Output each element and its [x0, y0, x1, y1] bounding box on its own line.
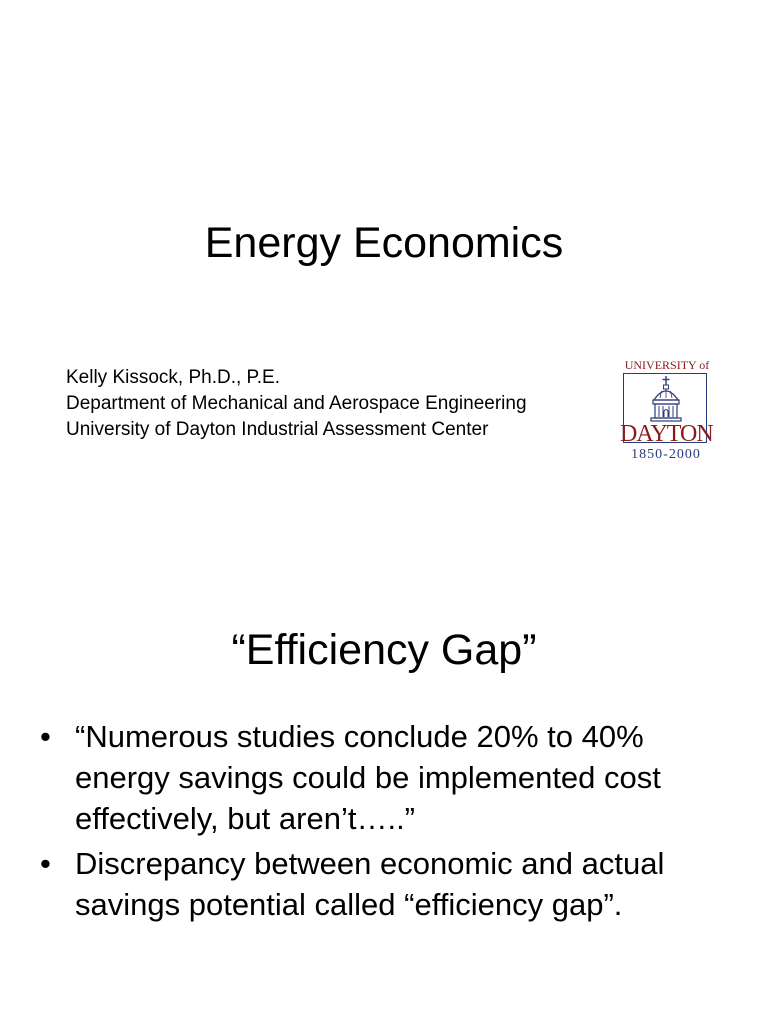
- bullet-text: Discrepancy between economic and actual savings potential called “efficiency gap”.: [75, 846, 665, 922]
- author-name: Kelly Kissock, Ph.D., P.E.: [66, 367, 281, 388]
- slide-title: Energy Economics: [204, 219, 564, 267]
- logo-university-of-text: UNIVERSITY of: [624, 358, 710, 372]
- university-of-dayton-logo: [620, 358, 712, 466]
- bullet-marker: •: [40, 719, 51, 754]
- slide-efficiency-gap: [0, 512, 768, 1024]
- logo-dayton-text: DAYTON: [620, 421, 713, 447]
- bullet-text: “Numerous studies conclude 20% to 40% energy savings could be implemented cost effectively, but aren’t…..”: [75, 719, 661, 836]
- slide-title: “Efficiency Gap”: [231, 626, 537, 674]
- author-center: University of Dayton Industrial Assessment Center: [66, 419, 489, 440]
- bullet-marker: •: [40, 846, 51, 881]
- bullet-item: [40, 843, 740, 925]
- author-block: [66, 365, 527, 443]
- bullet-item: [40, 716, 740, 839]
- logo-years-text: 1850-2000: [631, 447, 701, 462]
- author-department: Department of Mechanical and Aerospace Engineering: [66, 393, 527, 414]
- bullet-list: [40, 716, 740, 929]
